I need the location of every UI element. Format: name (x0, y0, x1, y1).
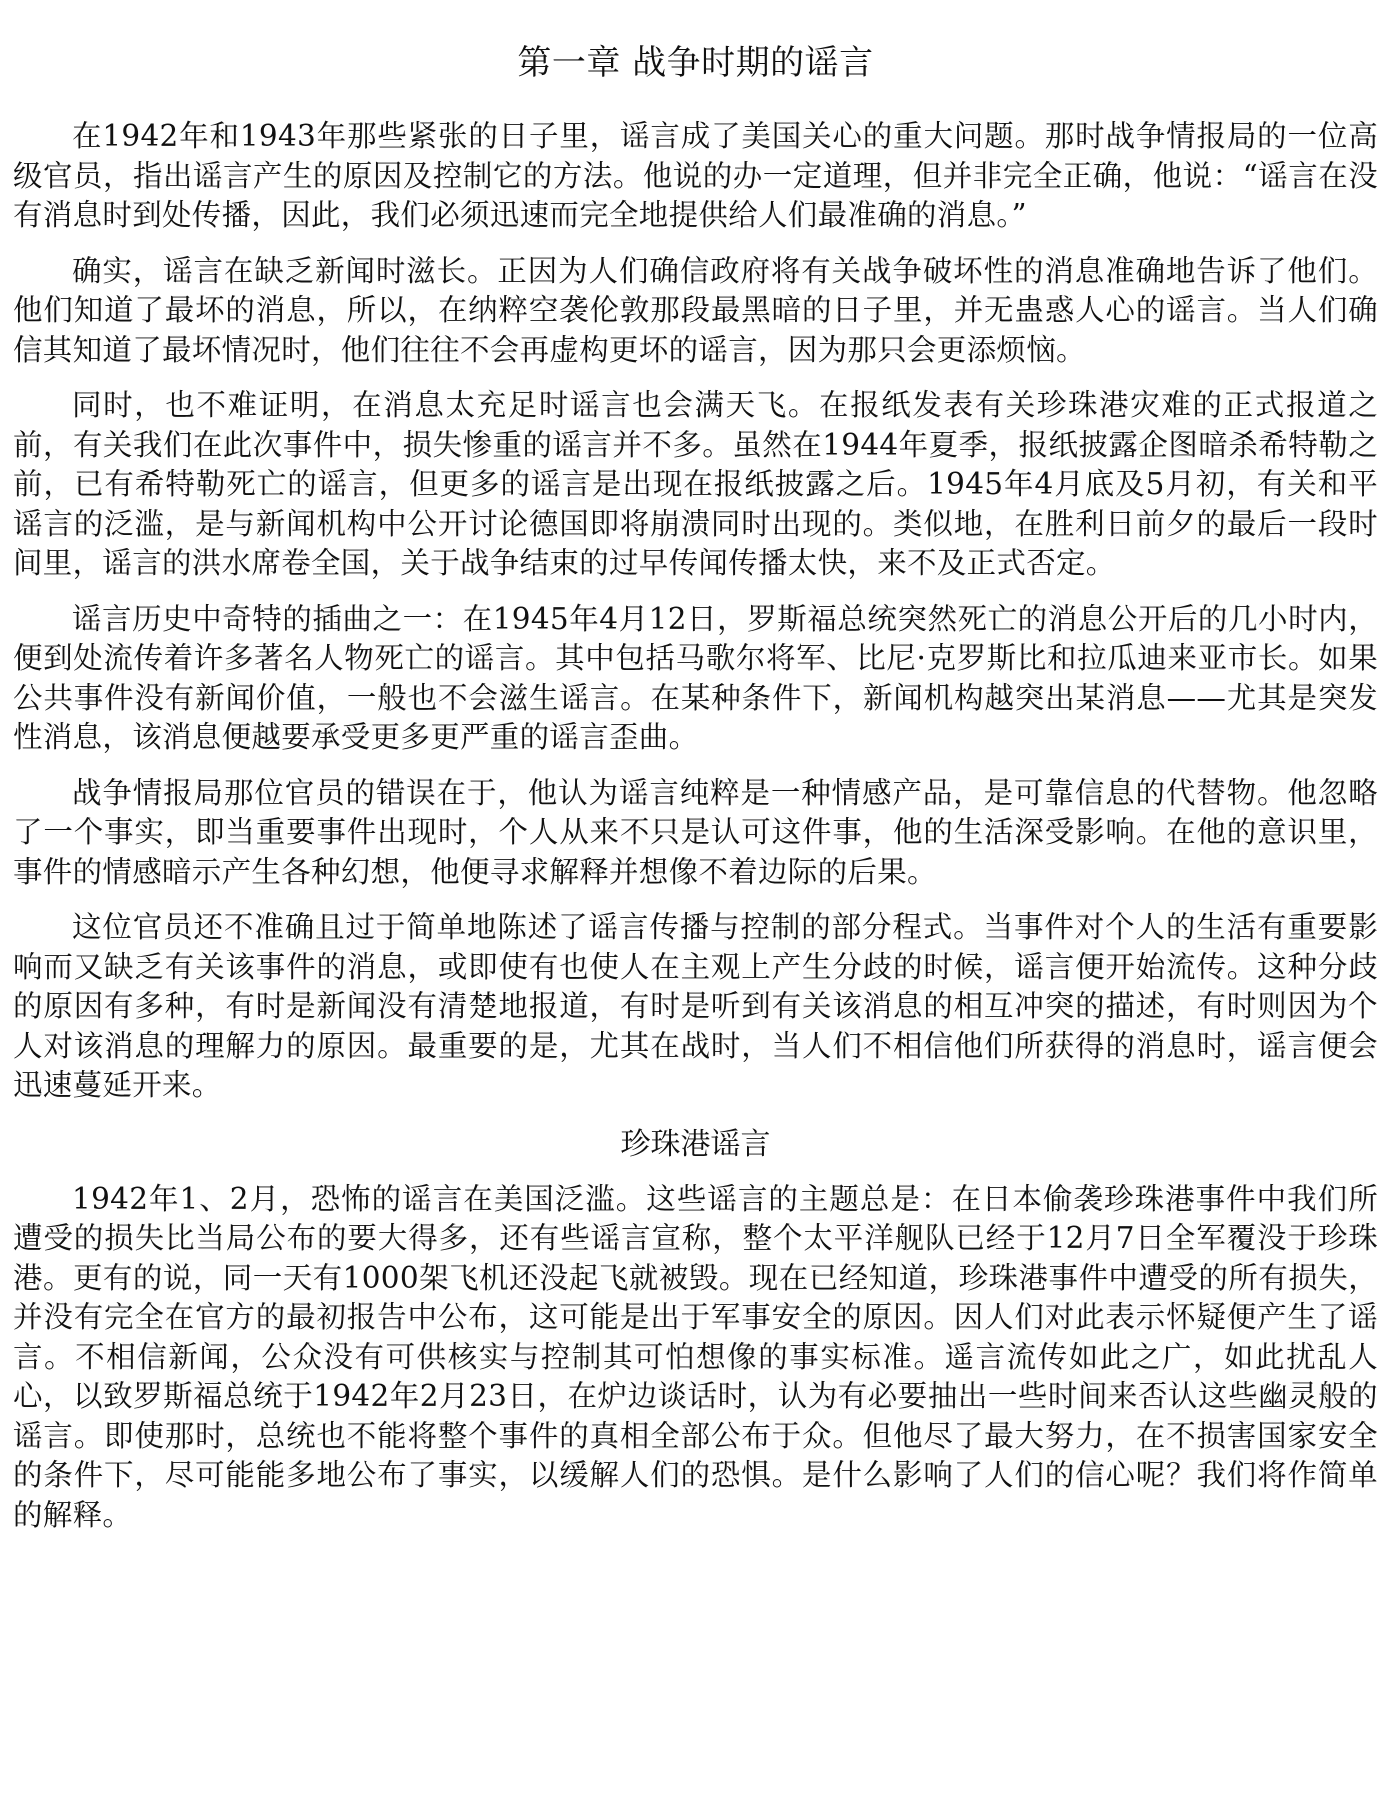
paragraph-4: 谣言历史中奇特的插曲之一：在1945年4月12日，罗斯福总统突然死亡的消息公开后的几小时内，便到处流传着许多著名人物死亡的谣言。其中包括马歌尔将军、比尼·克罗斯比和拉瓜迪来亚市长。如果公共事件没有新闻价值，一般也不会滋生谣言。在某种条件下，新闻机构越突出某消息——尤其是突发性消息，该消息便越要承受更多更严重的谣言歪曲。 (13, 601, 1378, 754)
document-page (13, 0, 1378, 1800)
section-title: 珍珠港谣言 (620, 1126, 771, 1162)
paragraph-2: 确实，谣言在缺乏新闻时滋长。正因为人们确信政府将有关战争破坏性的消息准确地告诉了他们。他们知道了最坏的消息，所以，在纳粹空袭伦敦那段最黑暗的日子里，并无蛊惑人心的谣言。当人们确信其知道了最坏情况时，他们往往不会再虚构更坏的谣言，因为那只会更添烦恼。 (13, 253, 1378, 367)
paragraph-1: 在1942年和1943年那些紧张的日子里，谣言成了美国关心的重大问题。那时战争情报局的一位高级官员，指出谣言产生的原因及控制它的方法。他说的办一定道理，但并非完全正确，他说：“谣言在没有消息时到处传播，因此，我们必须迅速而完全地提供给人们最准确的消息。” (13, 119, 1378, 232)
paragraph-3: 同时，也不难证明，在消息太充足时谣言也会满天飞。在报纸发表有关珍珠港灾难的正式报道之前，有关我们在此次事件中，损失惨重的谣言并不多。虽然在1944年夏季，报纸披露企图暗杀希特勒之前，已有希特勒死亡的谣言，但更多的谣言是出现在报纸披露之后。1945年4月底及5月初，有关和平谣言的泛滥，是与新闻机构中公开讨论德国即将崩溃同时出现的。类似地，在胜利日前夕的最后一段时间里，谣言的洪水席卷全国，关于战争结束的过早传闻传播太快，来不及正式否定。 (13, 388, 1378, 580)
paragraph-6: 这位官员还不准确且过于简单地陈述了谣言传播与控制的部分程式。当事件对个人的生活有重要影响而又缺乏有关该事件的消息，或即使有也使人在主观上产生分歧的时候，谣言便开始流传。这种分歧的原因有多种，有时是新闻没有清楚地报道，有时是听到有关该消息的相互冲突的描述，有时则因为个人对该消息的理解力的原因。最重要的是，尤其在战时，当人们不相信他们所获得的消息时，谣言便会迅速蔓延开来。 (13, 910, 1378, 1102)
chapter-title: 第一章 战争时期的谣言 (517, 43, 874, 83)
paragraph-5: 战争情报局那位官员的错误在于，他认为谣言纯粹是一种情感产品，是可靠信息的代替物。他忽略了一个事实，即当重要事件出现时，个人从来不只是认可这件事，他的生活深受影响。在他的意识里，事件的情感暗示产生各种幻想，他便寻求解释并想像不着边际的后果。 (13, 775, 1378, 889)
section-paragraph-1: 1942年1、2月，恐怖的谣言在美国泛滥。这些谣言的主题总是：在日本偷袭珍珠港事件中我们所遭受的损失比当局公布的要大得多，还有些谣言宣称，整个太平洋舰队已经于12月7日全军覆没于珍珠港。更有的说，同一天有1000架飞机还没起飞就被毁。现在已经知道，珍珠港事件中遭受的所有损失，并没有完全在官方的最初报告中公布，这可能是出于军事安全的原因。因人们对此表示怀疑便产生了谣言。不相信新闻，公众没有可供核实与控制其可怕想像的事实标准。遥言流传如此之广，如此扰乱人心，以致罗斯福总统于1942年2月23日，在炉边谈话时，认为有必要抽出一些时间来否认这些幽灵般的谣言。即使那时，总统也不能将整个事件的真相全部公布于众。但他尽了最大努力，在不损害国家安全的条件下，尽可能能多地公布了事实，以缓解人们的恐惧。是什么影响了人们的信心呢？我们将作简单的解释。 (13, 1181, 1378, 1532)
chapter-body (13, 117, 1378, 1535)
